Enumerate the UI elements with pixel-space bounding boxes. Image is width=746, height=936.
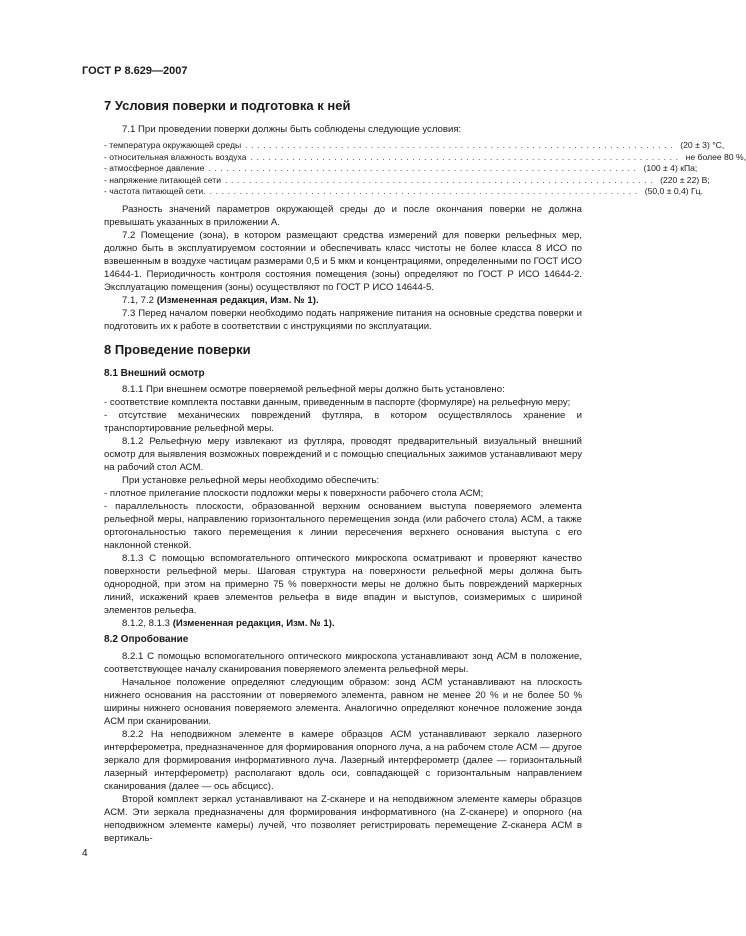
amendment-text: (Измененная редакция, Изм. № 1). <box>172 618 335 629</box>
condition-value: (20 ± 3) °С, <box>680 140 725 150</box>
page-number: 4 <box>82 848 88 859</box>
condition-label: - напряжение питающей сети <box>104 174 221 185</box>
condition-row <box>104 163 698 175</box>
condition-label: - относительная влажность воздуха <box>104 151 247 162</box>
subsection-8-2-heading: 8.2 Опробование <box>104 634 189 645</box>
page-content <box>104 98 746 845</box>
paragraph-8-1-2-d: - параллельность плоскости, образованной верхним основанием выступа поверяемого элемента рельефной меры, направлению горизонтального перемещения зонда (или рабочего стола) АСМ, а также ортогональностью такого перемещения к линии пересечения верхнего основания выступа с его наклонной стенкой. <box>104 501 582 551</box>
paragraph-7-1: 7.1 При проведении поверки должны быть соблюдены следующие условия: <box>122 124 462 135</box>
paragraph-7-3: 7.3 Перед началом поверки необходимо подать напряжение питания на основные средства поверки и подготовить их к работе в соответствии с инструкциями по эксплуатации. <box>104 307 582 332</box>
condition-value: не более 80 %, <box>685 151 746 162</box>
paragraph-8-1-1-b: - отсутствие механических повреждений футляра, в котором осуществлялось хранение и транспортирование рельефной меры. <box>104 410 582 434</box>
condition-row <box>104 186 703 198</box>
document-header: ГОСТ Р 8.629—2007 <box>82 65 188 77</box>
paragraph-8-1-1-a: - соответствие комплекта поставки данным, приведенным в паспорте (формуляре) на рельефную меру; <box>104 397 571 408</box>
paragraph-8-1-2: 8.1.2 Рельефную меру извлекают из футляра, проводят предварительный визуальный внешний осмотр для выявления возможных повреждений и с помощью специальных зажимов устанавливают меру на рабочий стол АСМ. <box>104 436 582 473</box>
subsection-8-1-heading: 8.1 Внешний осмотр <box>104 367 205 379</box>
paragraph-8-1-1: 8.1.1 При внешнем осмотре поверяемой рельефной меры должно быть установлено: <box>122 384 505 395</box>
section-8-heading: 8 Проведение поверки <box>104 341 251 357</box>
condition-value: (220 ± 22) В; <box>660 174 710 185</box>
leader-dots: ........................................................................ <box>225 174 657 185</box>
leader-dots: ........................................................................ <box>209 186 641 196</box>
paragraph-8-2-2-b: Второй комплект зеркал устанавливают на Z-сканере и на неподвижном элементе камеры образцов АСМ. Эти зеркала предназначены для формирования информативного (на Z-сканере) и опорного (на неподвижном элементе камеры) лучей, что позволяет регистрировать перемещение Z-сканера АСМ в вертикаль- <box>104 793 582 844</box>
condition-label: - температура окружающей среды <box>104 140 242 150</box>
paragraph-8-2-1: 8.2.1 С помощью вспомогательного оптического микроскопа устанавливают зонд АСМ в положение, соответствующее началу сканирования поверяемого элемента рельефной меры. <box>104 650 582 675</box>
leader-dots: ........................................................................ <box>245 140 677 150</box>
paragraph-8-2-1-b: Начальное положение определяют следующим образом: зонд АСМ устанавливают на плоскость нижнего основания на расстоянии от поверяемого элемента, равном не менее 20 % и не более 50 % ширины нижнего основания поверяемого элемента. Аналогично определяют конечное положение зонда АСМ при сканировании. <box>104 676 582 727</box>
amendment-text: (Измененная редакция, Изм. № 1). <box>156 294 319 306</box>
amendment-note-7 <box>104 294 582 307</box>
leader-dots: ........................................................................ <box>208 163 640 173</box>
paragraph-7-2: 7.2 Помещение (зона), в котором размещают средства измерений для поверки рельефных мер, должно быть в эксплуатируемом состоянии и обеспечивать класс чистоты не более класса 8 ИСО по взвешенным в воздухе частицам размерами 0,5 и 5 мкм и концентрациями, определенными по ГОСТ ИСО 14644-1. Периодичность контроля состояния помещения (зоны) определяют по ГОСТ Р ИСО 14644-2. Эксплуатацию помещения (зоны) осуществляют по ГОСТ Р ИСО 14644-5. <box>104 229 582 293</box>
condition-row <box>104 174 710 187</box>
condition-row <box>104 140 725 152</box>
amendment-ref: 7.1, 7.2 <box>122 294 155 306</box>
paragraph-8-1-3: 8.1.3 С помощью вспомогательного оптического микроскопа осматривают и проверяют качество поверхности рельефной меры. Шаговая структура на поверхности рельефной меры должна быть однородной, при этом на примерно 75 % поверхности меры не должно быть повреждений маркерных линий, искажений краев элементов рельефа в виде впадин и выступов, соизмеримых с шириной элементов рельефа. <box>104 553 582 616</box>
paragraph-8-1-2-c: - плотное прилегание плоскости подложки меры к поверхности рабочего стола АСМ; <box>104 488 484 499</box>
condition-label: - частота питающей сети. <box>104 186 206 196</box>
paragraph-8-1-2-b: При установке рельефной меры необходимо обеспечить: <box>122 475 380 486</box>
paragraph-7-1-note: Разность значений параметров окружающей среды до и после окончания поверки не должна превышать указанных в приложении А. <box>104 203 582 228</box>
condition-value: (50,0 ± 0,4) Гц. <box>644 186 703 196</box>
condition-value: (100 ± 4) кПа; <box>643 163 698 173</box>
leader-dots: ........................................................................ <box>250 151 682 162</box>
amendment-ref: 8.1.2, 8.1.3 <box>122 618 171 629</box>
amendment-note-8 <box>104 617 582 630</box>
conditions-list <box>104 140 746 198</box>
condition-label: - атмосферное давление <box>104 163 205 173</box>
paragraph-8-2-2: 8.2.2 На неподвижном элементе в камере образцов АСМ устанавливают зеркало лазерного интерферометра, предназначенное для формирования опорного луча, а на рабочем столе АСМ — другое зеркало для формирования информативного луча. Лазерный интерферометр (далее — горизонтальный лазерный интерферометр) располагают вдоль оси, совпадающей с горизонтальным направлением сканирования (далее — ось абсцисс). <box>104 728 582 792</box>
condition-row <box>104 151 746 164</box>
section-7-heading: 7 Условия поверки и подготовка к ней <box>104 98 351 113</box>
